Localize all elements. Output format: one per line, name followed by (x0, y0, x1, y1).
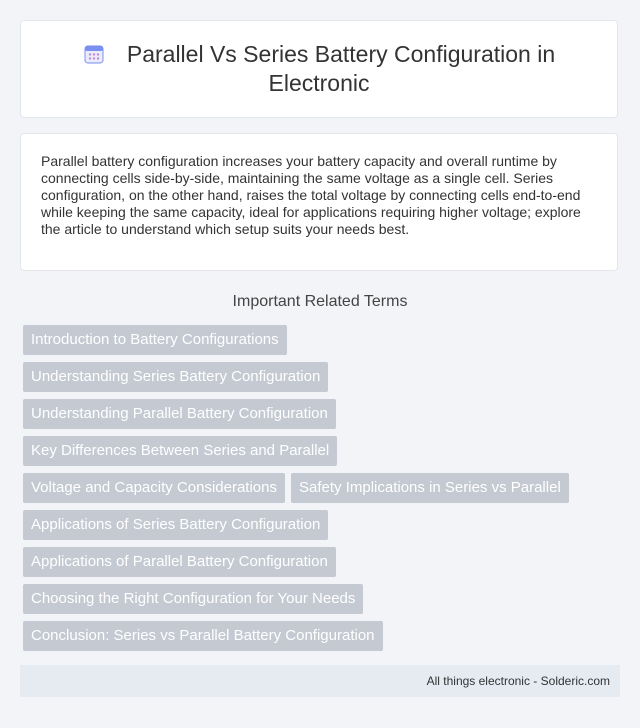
page-title: Parallel Vs Series Battery Configuration in Electronic (126, 41, 556, 96)
related-term-tag[interactable]: Key Differences Between Series and Parallel (23, 436, 337, 466)
related-terms-heading: Important Related Terms (232, 293, 408, 310)
related-term-tag[interactable]: Applications of Parallel Battery Configuration (23, 547, 336, 577)
footer (20, 665, 620, 697)
related-term-tag[interactable]: Introduction to Battery Configurations (23, 325, 287, 355)
title-card (20, 20, 618, 118)
summary-text: Parallel battery configuration increases your battery capacity and overall runtime by connecting cells side-by-side, maintaining the same voltage as a single cell. Series configuration, on the other hand, raises the total voltage by connecting cells end-to-end while keeping the same capacity, ideal for applications requiring higher voltage; explore the article to understand which setup suits your needs best. (41, 153, 581, 237)
related-terms-list (23, 325, 623, 658)
page-title-container (59, 40, 579, 98)
related-term-tag[interactable]: Safety Implications in Series vs Parallel (291, 473, 569, 503)
related-term-tag[interactable]: Voltage and Capacity Considerations (23, 473, 285, 503)
calendar-icon (83, 43, 105, 65)
related-term-tag[interactable]: Choosing the Right Configuration for Your Needs (23, 584, 363, 614)
related-term-tag[interactable]: Applications of Series Battery Configuration (23, 510, 328, 540)
related-term-tag[interactable]: Conclusion: Series vs Parallel Battery Configuration (23, 621, 383, 651)
footer-text[interactable]: All things electronic - Solderic.com (426, 674, 610, 688)
related-term-tag[interactable]: Understanding Series Battery Configuration (23, 362, 328, 392)
summary-card (20, 133, 618, 271)
related-term-tag[interactable]: Understanding Parallel Battery Configuration (23, 399, 336, 429)
